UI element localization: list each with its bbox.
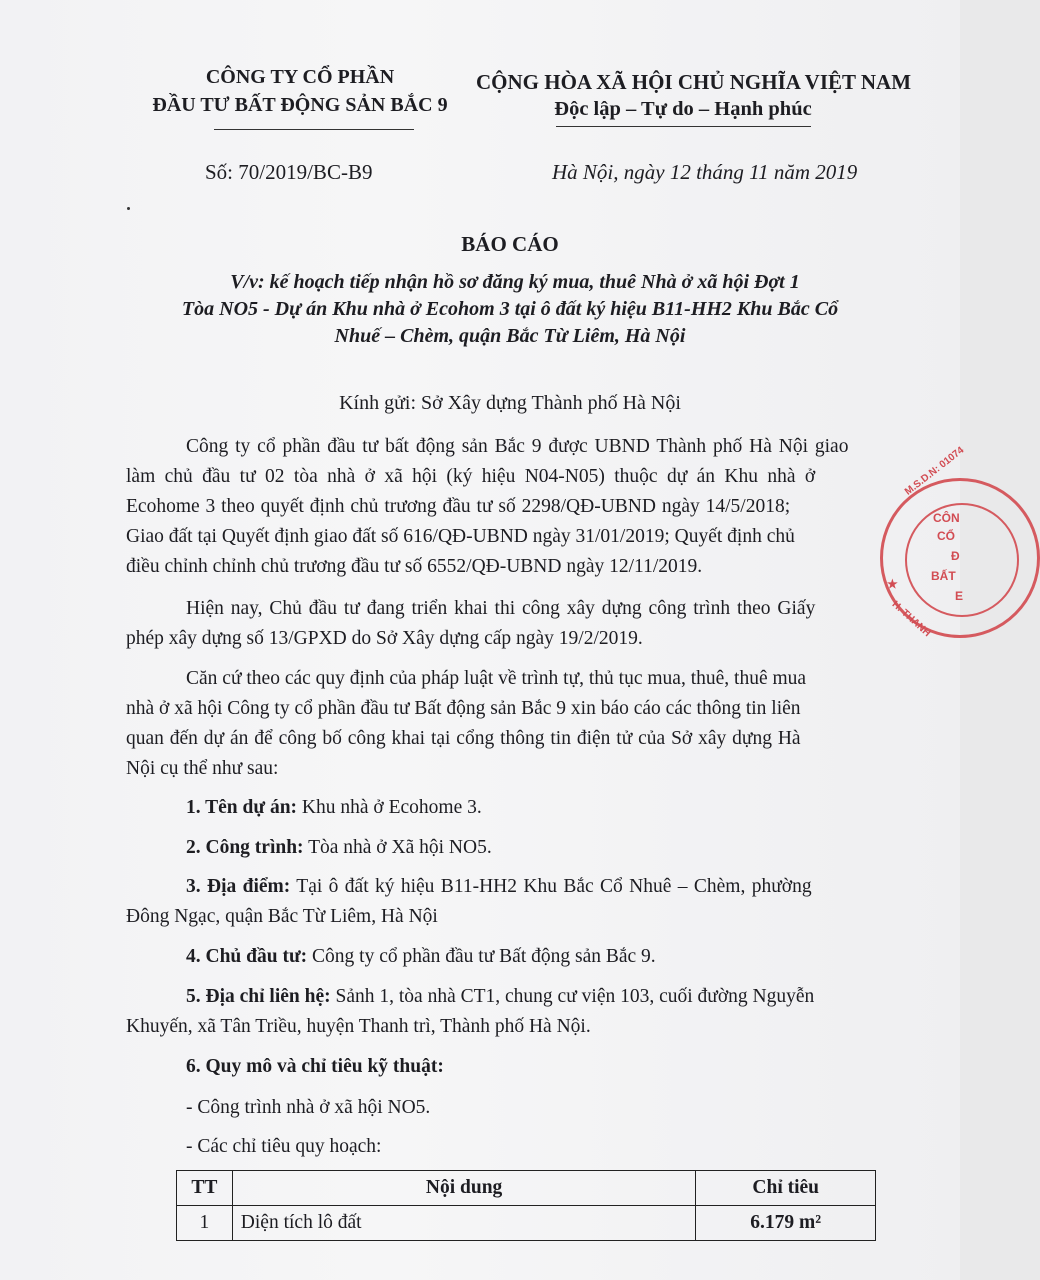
company-name-line1: CÔNG TY CỔ PHẦN <box>205 66 395 88</box>
item-5 <box>186 986 814 1008</box>
item-1 <box>186 797 482 819</box>
paragraph-3-line4: Nội cụ thể như sau: <box>126 758 279 779</box>
item-2 <box>186 837 492 859</box>
col-content-header: Nội dung <box>232 1171 696 1206</box>
item-3-continued: Đông Ngạc, quận Bắc Từ Liêm, Hà Nội <box>126 906 438 927</box>
item-4-label: 4. Chủ đầu tư: <box>186 946 308 967</box>
bullet-2: - Các chỉ tiêu quy hoạch: <box>186 1136 382 1157</box>
bullet-1: - Công trình nhà ở xã hội NO5. <box>186 1097 431 1118</box>
paragraph-2-line2: phép xây dựng số 13/GPXD do Sở Xây dựng cấp ngày 19/2/2019. <box>126 628 643 649</box>
recipient: Kính gửi: Sở Xây dựng Thành phố Hà Nội <box>339 392 681 414</box>
subject-line1: V/v: kế hoạch tiếp nhận hồ sơ đăng ký mua, thuê Nhà ở xã hội Đợt 1 <box>230 271 800 293</box>
item-6-label: 6. Quy mô và chỉ tiêu kỹ thuật: <box>186 1056 444 1077</box>
paragraph-2-line1: Hiện nay, Chủ đầu tư đang triển khai thi công xây dựng công trình theo Giấy <box>186 598 816 619</box>
table-row <box>177 1206 876 1241</box>
cell-tt: 1 <box>177 1206 233 1241</box>
paragraph-3-line2: nhà ở xã hội Công ty cổ phần đầu tư Bất động sản Bắc 9 xin báo cáo các thông tin liên <box>126 698 801 719</box>
cell-content: Diện tích lô đất <box>232 1206 696 1241</box>
cell-value: 6.179 m² <box>696 1206 876 1241</box>
item-4-value: Công ty cổ phần đầu tư Bất động sản Bắc 9. <box>307 946 656 967</box>
margin-dot <box>127 207 130 210</box>
item-5-value: Sảnh 1, tòa nhà CT1, chung cư viện 103, cuối đường Nguyễn <box>330 986 815 1007</box>
item-4 <box>186 946 656 968</box>
national-motto: Độc lập – Tự do – Hạnh phúc <box>554 98 812 120</box>
item-6 <box>186 1056 444 1078</box>
col-tt-header: TT <box>177 1171 233 1206</box>
item-3-value: Tại ô đất ký hiệu B11-HH2 Khu Bắc Cổ Nhuê – Chèm, phường <box>290 876 812 897</box>
paragraph-1-line4: Giao đất tại Quyết định giao đất số 616/QĐ-UBND ngày 31/01/2019; Quyết định chủ <box>126 526 795 547</box>
paragraph-3-line1: Căn cứ theo các quy định của pháp luật về trình tự, thủ tục mua, thuê, thuê mua <box>186 668 807 689</box>
item-2-value: Tòa nhà ở Xã hội NO5. <box>303 837 492 858</box>
report-title: BÁO CÁO <box>461 232 559 256</box>
table-header-row <box>177 1171 876 1206</box>
subject-line3: Nhuế – Chèm, quận Bắc Từ Liêm, Hà Nội <box>334 325 686 347</box>
item-5-continued: Khuyến, xã Tân Triều, huyện Thanh trì, Thành phố Hà Nội. <box>126 1016 591 1037</box>
col-value-header: Chỉ tiêu <box>696 1171 876 1206</box>
paragraph-1-line2: làm chủ đầu tư 02 tòa nhà ở xã hội (ký hiệu N04-N05) thuộc dự án Khu nhà ở <box>126 466 816 487</box>
seal-inner-line5: E <box>955 589 964 603</box>
company-seal <box>880 444 1040 640</box>
item-3 <box>186 876 812 898</box>
company-underline <box>214 129 414 130</box>
paragraph-3-line3: quan đến dự án để công bố công khai tại cổng thông tin điện tử của Sở xây dựng Hà <box>126 728 801 749</box>
document-date: Hà Nội, ngày 12 tháng 11 năm 2019 <box>552 160 858 184</box>
seal-ring-text: M.S.D.N: 01074 <box>903 444 967 498</box>
item-1-value: Khu nhà ở Ecohome 3. <box>297 797 482 818</box>
seal-star: ★ <box>887 577 898 591</box>
item-1-label: 1. Tên dự án: <box>186 797 298 818</box>
national-title: CỘNG HÒA XÃ HỘI CHỦ NGHĨA VIỆT NAM <box>476 70 912 94</box>
seal-inner-line3: Đ <box>951 549 960 563</box>
motto-underline <box>556 126 811 127</box>
paragraph-1-line3: Ecohome 3 theo quyết định chủ trương đầu tư số 2298/QĐ-UBND ngày 14/5/2018; <box>126 496 791 517</box>
paragraph-1-line5: điều chỉnh chỉnh chủ trương đầu tư số 6552/QĐ-UBND ngày 12/11/2019. <box>126 556 703 577</box>
seal-inner-line1: CÔN <box>933 511 960 525</box>
item-3-label: 3. Địa điểm: <box>186 876 291 897</box>
seal-bottom-text: H. THANH <box>889 599 933 640</box>
company-name-line2: ĐẦU TƯ BẤT ĐỘNG SẢN BẮC 9 <box>152 94 448 116</box>
planning-table <box>176 1170 876 1241</box>
item-5-label: 5. Địa chỉ liên hệ: <box>186 986 331 1007</box>
document-number: Số: 70/2019/BC-B9 <box>205 160 373 184</box>
item-2-label: 2. Công trình: <box>186 837 304 858</box>
paragraph-1-line1: Công ty cổ phần đầu tư bất động sản Bắc 9 được UBND Thành phố Hà Nội giao <box>186 436 849 457</box>
subject-line2: Tòa NO5 - Dự án Khu nhà ở Ecohom 3 tại ô đất ký hiệu B11-HH2 Khu Bắc Cổ <box>181 298 839 320</box>
seal-inner-line4: BẤT <box>931 569 956 583</box>
seal-inner-line2: CỔ <box>937 529 955 543</box>
